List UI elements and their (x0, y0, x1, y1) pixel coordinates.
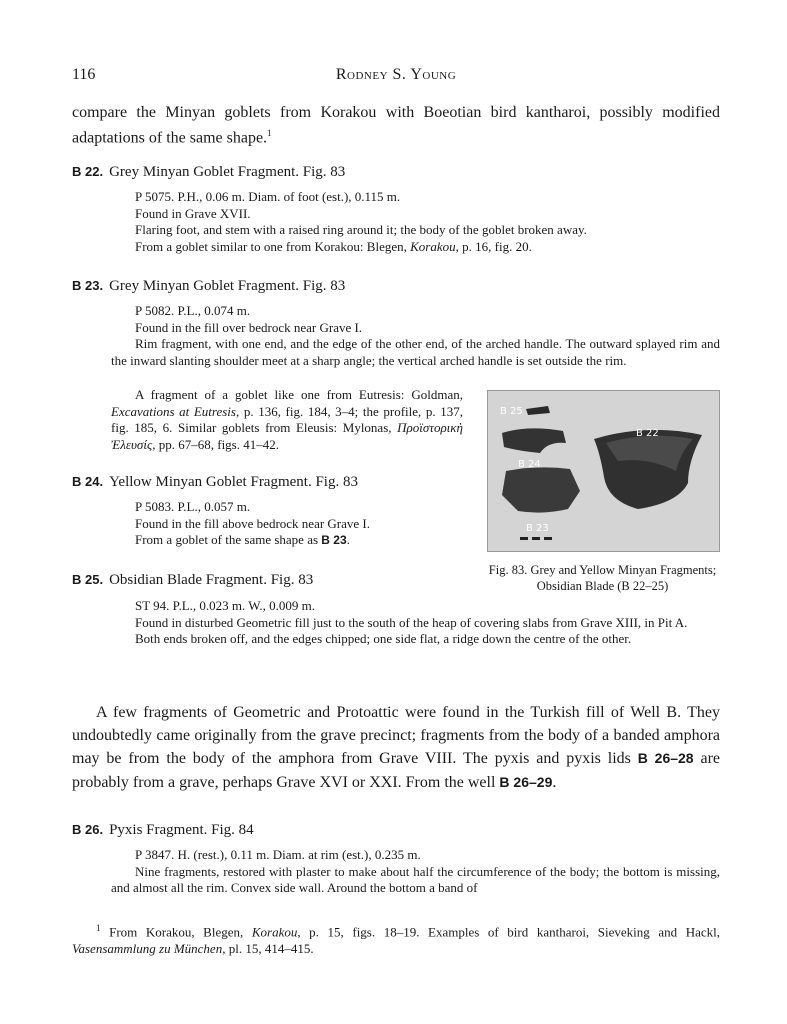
entry-body-b24 (111, 499, 463, 549)
figure-label: B 25 (500, 406, 523, 417)
entry-findspot: Found in disturbed Geometric fill just to the south of the heap of covering slabs from Grave XIII, in Pit A. (135, 614, 688, 630)
entry-description: Flaring foot, and stem with a raised ring around it; the body of the goblet broken away. (135, 222, 587, 237)
entry-heading-b24: B 24. Yellow Minyan Goblet Fragment. Fig. 83 (72, 474, 358, 490)
intro-paragraph: compare the Minyan goblets from Korakou with Boeotian bird kantharoi, possibly modified adaptations of the same shape.$^1$ (72, 104, 720, 147)
entry-heading-b26: B 26. Pyxis Fragment. Fig. 84 (72, 822, 254, 838)
entry-findspot: Found in Grave XVII. (135, 205, 251, 221)
entry-heading-b25: B 25. Obsidian Blade Fragment. Fig. 83 (72, 572, 314, 588)
entry-findspot: Found in the fill above bedrock near Grave I. (135, 515, 371, 531)
entry-heading-b23: B 23. Grey Minyan Goblet Fragment. Fig. 83 (72, 278, 346, 294)
footnote-ref: 1 (267, 128, 272, 138)
page-header (72, 66, 720, 88)
figure-label: B 23 (526, 523, 549, 534)
entry-meta: P 3847. H. (rest.), 0.11 m. Diam. at rim (est.), 0.235 m. (135, 847, 421, 862)
entry-body-b22 (111, 189, 720, 255)
entry-meta: P 5082. P.L., 0.074 m. (135, 303, 251, 318)
figure-83-caption: Fig. 83. Grey and Yellow Minyan Fragments; Obsidian Blade (B 22–25) (488, 563, 717, 593)
pottery-fragments-image (488, 391, 719, 551)
entry-meta: ST 94. P.L., 0.023 m. W., 0.009 m. (135, 598, 315, 613)
entry-reference-b23: A fragment of a goblet like one from Eutresis: Goldman, Excavations at Eutresis, p. 136, fig. 184, 3–4; the profile, p. 137, fig. 185, 6. Similar goblets from Eleusis: Mylonas, Προϊστορικὴ Ἐλευσίς, pp. 67–68, figs. 41–42. (111, 387, 463, 452)
entry-body-b23 (111, 303, 720, 369)
entry-reference: From a goblet of the same shape as B 23. (135, 532, 350, 547)
well-paragraph: A few fragments of Geometric and Protoattic were found in the Turkish fill of Well B. They undoubtedly came originally from the grave precinct; fragments from the body of a banded amphora may be from the body of the amphora from Grave VIII. The pyxis and pyxis lids B 26–28 are probably from a grave, perhaps Grave XVI or XXI. From the well B 26–29. (72, 704, 721, 791)
figure-label: B 24 (518, 459, 541, 470)
entry-description: Rim fragment, with one end, and the edge of the other end, of the arched handle. The outward splayed rim and the inward slanting shoulder meet at a sharp angle; the vertical arched handle is set outside the rim. (111, 336, 720, 368)
page-number: 116 (72, 66, 96, 83)
entry-meta: P 5075. P.H., 0.06 m. Diam. of foot (est.), 0.115 m. (135, 189, 401, 204)
entry-body-b26 (111, 847, 720, 897)
figure-83-photo (487, 390, 720, 552)
entry-body-b25 (111, 598, 720, 648)
running-title: Rodney S. Young (335, 66, 457, 83)
entry-reference: From a goblet similar to one from Korakou: Blegen, Korakou, p. 16, fig. 20. (135, 238, 532, 254)
entry-description: Both ends broken off, and the edges chipped; one side flat, a ridge down the centre of the other. (135, 631, 632, 646)
entry-description: Nine fragments, restored with plaster to make about half the circumference of the body; the bottom is missing, and almost all the rim. Convex side wall. Around the bottom a band of (111, 863, 720, 895)
figure-label: B 22 (636, 428, 659, 439)
entry-meta: P 5083. P.L., 0.057 m. (135, 499, 251, 514)
footnote: $^1$ From Korakou, Blegen, Korakou, p. 15, figs. 18–19. Examples of bird kantharoi, Sieveking and Hackl, Vasensammlung zu München, pl. 15, 414–415. (72, 923, 720, 957)
entry-heading-b22: B 22. Grey Minyan Goblet Fragment. Fig. 83 (72, 164, 346, 180)
entry-findspot: Found in the fill over bedrock near Grave I. (135, 319, 363, 335)
